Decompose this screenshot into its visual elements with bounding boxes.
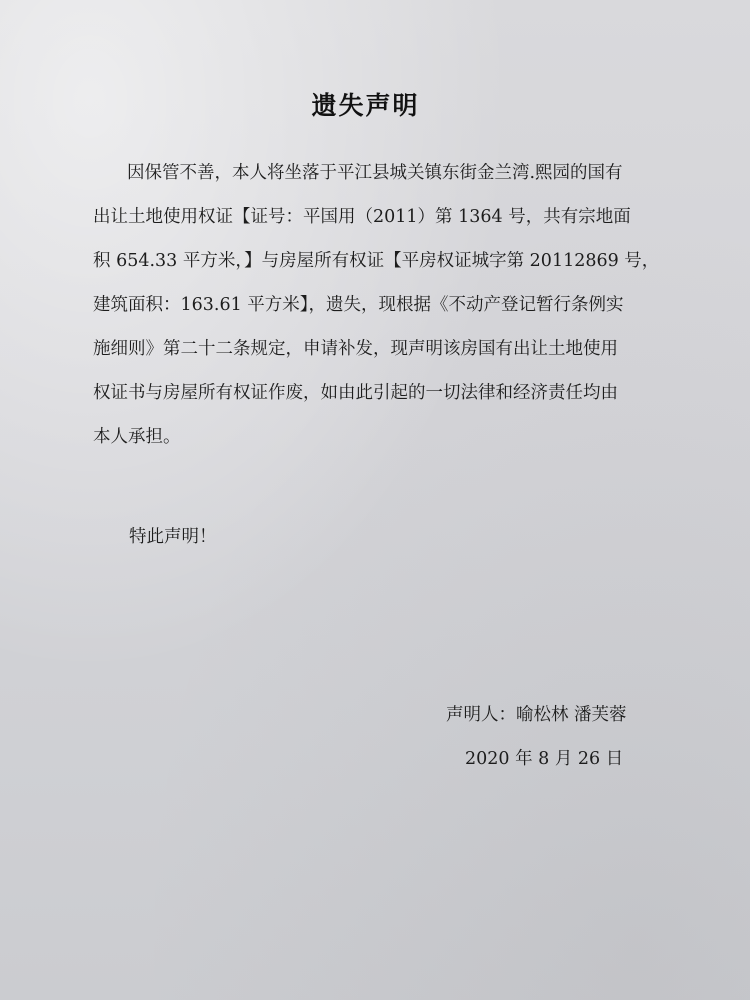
body-line: 因保管不善，本人将坐落于平江县城关镇东街金兰湾.熙园的国有 xyxy=(127,163,623,183)
body-line: 权证书与房屋所有权证作废，如由此引起的一切法律和经济责任均由 xyxy=(93,383,618,403)
body-line: 本人承担。 xyxy=(93,427,181,447)
closing-statement: 特此声明！ xyxy=(129,527,217,547)
declaration-date: 2020 年 8 月 26 日 xyxy=(465,749,624,769)
body-line: 施细则》第二十二条规定，申请补发，现声明该房国有出让土地使用 xyxy=(93,339,618,359)
document-title: 遗失声明 xyxy=(311,91,420,120)
body-line: 积 654.33 平方米，】与房屋所有权证【平房权证城字第 20112869 号， xyxy=(93,251,660,271)
declarant-signature: 声明人：喻松林 潘芙蓉 xyxy=(446,705,627,725)
body-line: 建筑面积：163.61 平方米】，遗失，现根据《不动产登记暂行条例实 xyxy=(93,295,624,315)
body-line: 出让土地使用权证【证号：平国用（2011）第 1364 号，共有宗地面 xyxy=(93,207,631,227)
